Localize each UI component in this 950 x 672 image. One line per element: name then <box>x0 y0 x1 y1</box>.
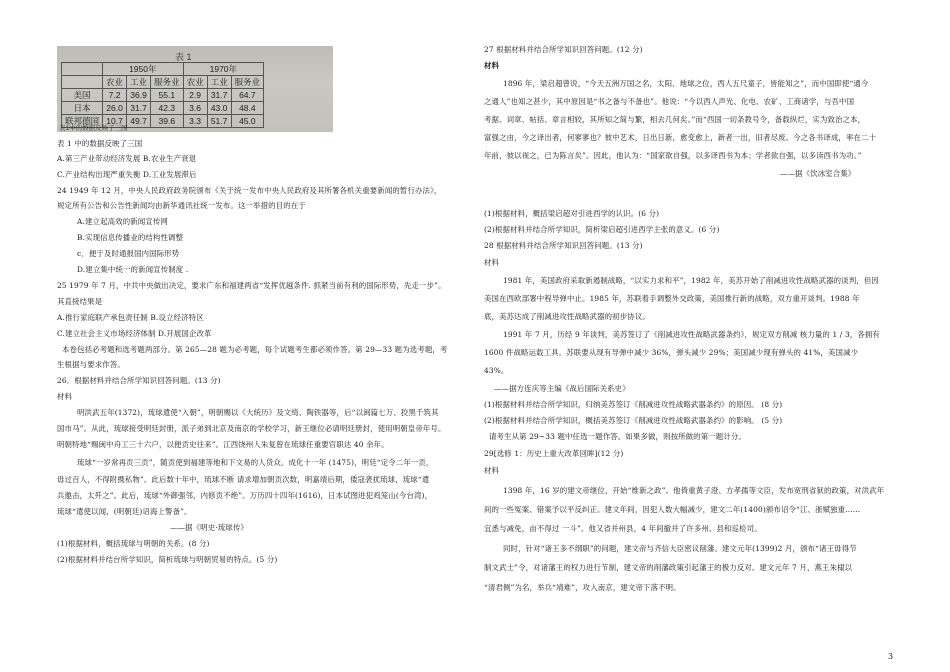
instructions: 请考生从第 29~33 题中任选一题作答。如果多做，则按所做的第一题计分。 <box>489 432 746 441</box>
question-28: 28 根据材料并结合所学知识回答问题。(13 分) <box>484 241 643 250</box>
material-text: 间的一些冤案、错案予以平反纠正。建文年间，因犯人数大幅减少，建文二年(1400)颁布诏令“江、浙赋独重…… <box>484 505 861 514</box>
material-label: 材料 <box>484 61 500 70</box>
instructions: 本卷包括必考题和选考题两部分。第 265—28 题为必考题，每个试题考生都必须作答。第 29—33 题为选考题，考 <box>62 345 448 354</box>
material-text: 国市马”。从此，琉球接受明廷封册，派子弟到北京及南京的学校学习，新王继位必请明廷册封，使用明朝皇帝年号。 <box>57 424 446 433</box>
source-citation: ——据方连庆等主编《战后国际关系史》 <box>494 384 630 393</box>
table-caption: 表 1 <box>175 52 192 62</box>
material-text: 1398 年，16 岁的建文帝继位，开始“维新之政”。他倚重黄子澄、方孝孺等文臣，发布宽刑省狱的政策，对洪武年 <box>503 486 885 495</box>
question-29: 29[选修 1：历史上重大改革回眸](12 分) <box>484 449 624 458</box>
option-line: C.产业结构出现严重失衡 D.工业发展滞后 <box>57 170 197 179</box>
question-stem: 表 1 中的数据反映了三国 <box>57 139 143 148</box>
material-text: 1991 年 7 月，历经 9 年谈判，美苏签订了《削减进攻性战略武器条约》，规定双方削减 核力量的 1 / 3，各拥有 <box>503 330 880 339</box>
material-label: 材料 <box>484 258 500 267</box>
sub-question: (1)根据材料，概括梁启超对引进西学的认识。(6 分) <box>484 209 660 218</box>
sub-question: (2)根据材料并结合所学知识，简析梁启超引进西学主张的意义。(6 分) <box>484 225 720 234</box>
table-photo <box>57 46 333 132</box>
option-line: A.推行家庭联产承包责任制 B.设立经济特区 <box>57 313 204 322</box>
source-citation: ——据《明史·琉球传》 <box>170 523 248 532</box>
page-number: 3 <box>888 652 894 661</box>
material-text: 年前，彼以视之，已为陈言矣”。因此，他认为：“国家欲自强，以多译西书为本；学者欲自强，以多读西书为功。” <box>484 151 862 160</box>
material-text: 考据、词章、帖括、章言相较，其所知之简与繁，相去几何矣。”而“西国一切条教号令，备载纵烂，实为致治之本， <box>484 115 866 124</box>
table-row: 美国 7.2 36.9 55.1 2.9 31.7 64.7 <box>62 89 264 102</box>
material-text: 明洪武五年(1372)，琉球遣使“入朝”，明朝赐以《大统历》及文绮、陶铁器等，后“以闽篇七万、狡黑千筑其 <box>77 408 439 417</box>
material-text: 美国在西欧部署中程导弹中止。1985 年，苏联着手调整外交政策，美国推行新的战略，双方重开谈判。1988 年 <box>484 294 860 303</box>
material-text: 1600 件战略运载工具。苏联要从现有导弹中减少 36%，弹头减少 29%；美国减少现有弹头的 41%，美国减少 <box>484 348 859 357</box>
material-label: 材料 <box>484 466 500 475</box>
option-line: D.建立集中统一的新闻宣传制度 . <box>77 265 189 274</box>
question-text: 其直接结果是 <box>57 297 103 306</box>
material-text: 43%。 <box>484 366 509 375</box>
year-1950: 1950年 <box>103 63 184 76</box>
option-line: C.建立社会主义市场经济体制 D.开展国企改革 <box>57 329 212 338</box>
question-24: 24 1949 年 12 月，中央人民政府政务院颁布《关于统一发布中央人民政府及其所署各机关重要新闻的暂行办法》， <box>57 186 442 195</box>
option-line: B.实现信息传播业的结构性调整 <box>77 233 184 242</box>
material-text: 1981 年，美国政府采取新遏制战略，“以实力求和平”，1982 年，美苏开始了削减进攻性战略武器的谈判，但因 <box>503 276 879 285</box>
material-text: 之通人”也知之甚少，其中原因是“书之备与不备也”。他说：“今以西人声光、化电、农矿、工商诸学，与吾中国 <box>484 97 855 106</box>
instructions: 生根据与要求作答。 <box>57 360 125 369</box>
material-text: 明朝特地“赐闽中舟工三十六户，以便贡史往来”。江西饶州人朱复曾在琉球任重要官职达 40 余年。 <box>57 440 389 449</box>
material-text: 底，美苏达成了削减进攻性战略武器的初步协议。 <box>484 312 650 321</box>
material-text: 1896 年，梁启超曾说，“今天五洲万国之名，太阳、地球之位，西人五尺童子，皆能知之”，而中国即使“通今 <box>503 79 869 88</box>
option-line: A.建立起高效的新闻宣传网 <box>77 217 168 226</box>
question-text: 规定所有公告和公告性新闻均由新华通讯社统一发布。这一举措的目的在于 <box>57 201 306 210</box>
material-text: 毋过百人，不得附携私物”。此后数十年中，琉球不断 请求增加朝贡次数，明嘉靖后期，倭寇袭扰琉球，琉球“遣 <box>57 475 430 484</box>
material-text: 琉球“遣使以闻，(明朝廷)诏海上警备”。 <box>57 507 192 516</box>
sub-question: (2)根据材料并结台所学知识，简析琉球与明朝贸易的特点。(5 分) <box>57 555 278 564</box>
material-label: 材料 <box>57 392 73 401</box>
sub-question: (1)根据材料并结合所学知识，归纳美苏签订《削减进攻性战略武器条约》的原因。 (8 分) <box>484 400 783 409</box>
source-citation: ——据《饮冰室合集》 <box>780 169 856 178</box>
table-row: 联邦德国 10.7 49.7 39.6 3.3 51.7 45.0 <box>62 115 264 128</box>
question-27: 27 根据材料并结合所学知识回答问题。(12 分) <box>484 45 643 54</box>
material-text: “清君侧”为名，举兵“靖难”，攻入南京，建文帝下落不明。 <box>484 583 681 592</box>
table-photo-footer: 表1中的数据反映了三国 <box>59 125 128 132</box>
material-text: 兵邀击，太歼之”。此后，琉球“外御强邻，内修贡不绝”。万历四十四年(1616)，日本试图进犯鸡笼山(今台湾)， <box>57 491 433 500</box>
sub-question: (1)根据材料，概括琉球与明朝的关系。(8 分) <box>57 539 210 548</box>
material-text: 琉球“一岁常再贡三贡”，随贡使到福建等地和下文易的人货众。成化十一年 (1475)，明廷“定令二年一贡， <box>77 458 434 467</box>
table-header-row: 农业 工业 服务业 农业 工业 服务业 <box>62 76 264 89</box>
option-line: A.第三产业带动经济发展 B.农业生产衰退 <box>57 154 197 163</box>
year-1970: 1970年 <box>183 63 264 76</box>
table-row: 日本 26.0 31.7 42.3 3.6 43.0 48.4 <box>62 102 264 115</box>
question-26: 26．根据材料并结合所学知识回答问题。(13 分) <box>57 376 221 385</box>
material-text: 富强之由，今之译出者，何寥寥也？彼中艺术，日出日新，愈变愈上，新者一出，旧者尽废。今之各书译成，率在二十 <box>484 133 877 142</box>
option-line: c．便于及时通报国内国际形势 <box>77 249 180 258</box>
sub-question: (2)根据材料并结合所学知识，概括美苏签订《削减进攻性战略武器条约》的影响。 (5 分) <box>484 416 783 425</box>
material-text: 宜悉与减免，亩不得过 一斗”。他又省并州县，4 年间撤并了许多州、县和巡检司。 <box>484 524 762 533</box>
data-table <box>61 62 264 128</box>
question-25: 25 1979 年 7 月，中共中央做出决定，要求广东和福建两省“发挥优越条件. 抓紧当前有利的国际形势，先走一步”。 <box>57 281 446 290</box>
material-text: 同时，针对“诸王多不纲职”的问题，建文帝与齐信大臣密议削藩。建文元年(1399)2 月，颁布“诸王毋得节 <box>503 544 857 553</box>
material-text: 制文武士”令，对诸藩王的权力进行节制，建文帝的削藩政策引起藩王的极力反对。建文元年 7 月，燕王朱棣以 <box>484 563 853 572</box>
